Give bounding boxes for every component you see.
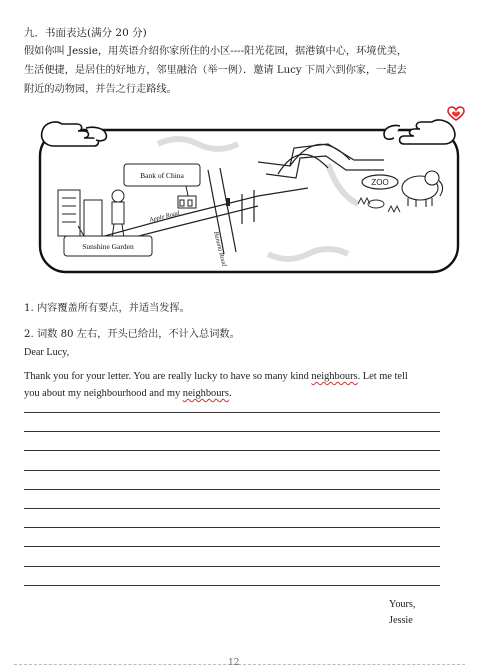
page-footer-rule (14, 664, 465, 665)
spell-flag: neighbours (182, 388, 229, 399)
writing-line[interactable] (24, 566, 440, 567)
writing-line[interactable] (24, 470, 440, 471)
letter-line: you about my neighbourhood and my neighbours. (24, 388, 232, 399)
writing-line[interactable] (24, 431, 440, 432)
spell-flag: neighbours (311, 371, 358, 382)
letter-salutation: Dear Lucy, (24, 347, 70, 358)
apple-road-label: Apple Road (148, 209, 181, 224)
writing-line[interactable] (24, 450, 440, 451)
letter-closing (389, 597, 415, 629)
letter-opening (24, 368, 454, 402)
page-number: 12 (228, 658, 240, 668)
banana-road-label: Banana Road (212, 230, 228, 268)
requirement-2: 2. 词数 80 左右，开头已给出，不计入总词数。 (24, 329, 240, 340)
requirement-1: 1. 内容覆盖所有要点，并适当发挥。 (24, 303, 190, 314)
task-instructions (24, 42, 456, 99)
writing-line[interactable] (24, 508, 440, 509)
instruction-line: 生活便捷，是居住的好地方，邻里融洽（举一例）．邀请 Lucy 下周六到你家，一起去 (24, 65, 407, 76)
writing-line[interactable] (24, 412, 440, 413)
section-heading: 九．书面表达(满分 20 分) (24, 27, 147, 39)
sign-post-icon (226, 198, 230, 206)
writing-line[interactable] (24, 489, 440, 490)
signature-name: Jessie (389, 615, 413, 626)
heart-icon (452, 112, 460, 118)
writing-line[interactable] (24, 527, 440, 528)
bank-building-icon (178, 196, 196, 208)
letter-line: Thank you for your letter. You are really lucky to have so many kind neighbours. Let me tell (24, 371, 408, 382)
writing-line[interactable] (24, 546, 440, 547)
closing-word: Yours, (389, 599, 416, 610)
bank-label: Bank of China (140, 171, 184, 180)
route-map-illustration (28, 104, 468, 284)
instruction-line: 假如你叫 Jessie，用英语介绍你家所住的小区----阳光花园，据港镇中心，环境优美， (24, 46, 408, 57)
zoo-sign-icon (362, 175, 398, 189)
zoo-sign-text: ZOO (371, 178, 389, 187)
map-drawing (28, 104, 468, 284)
writing-lines (24, 412, 440, 604)
writing-line[interactable] (24, 585, 440, 586)
instruction-line: 附近的动物园，并告之行走路线。 (24, 84, 177, 95)
garden-label: Sunshine Garden (82, 242, 134, 251)
left-hand-icon (42, 122, 107, 146)
